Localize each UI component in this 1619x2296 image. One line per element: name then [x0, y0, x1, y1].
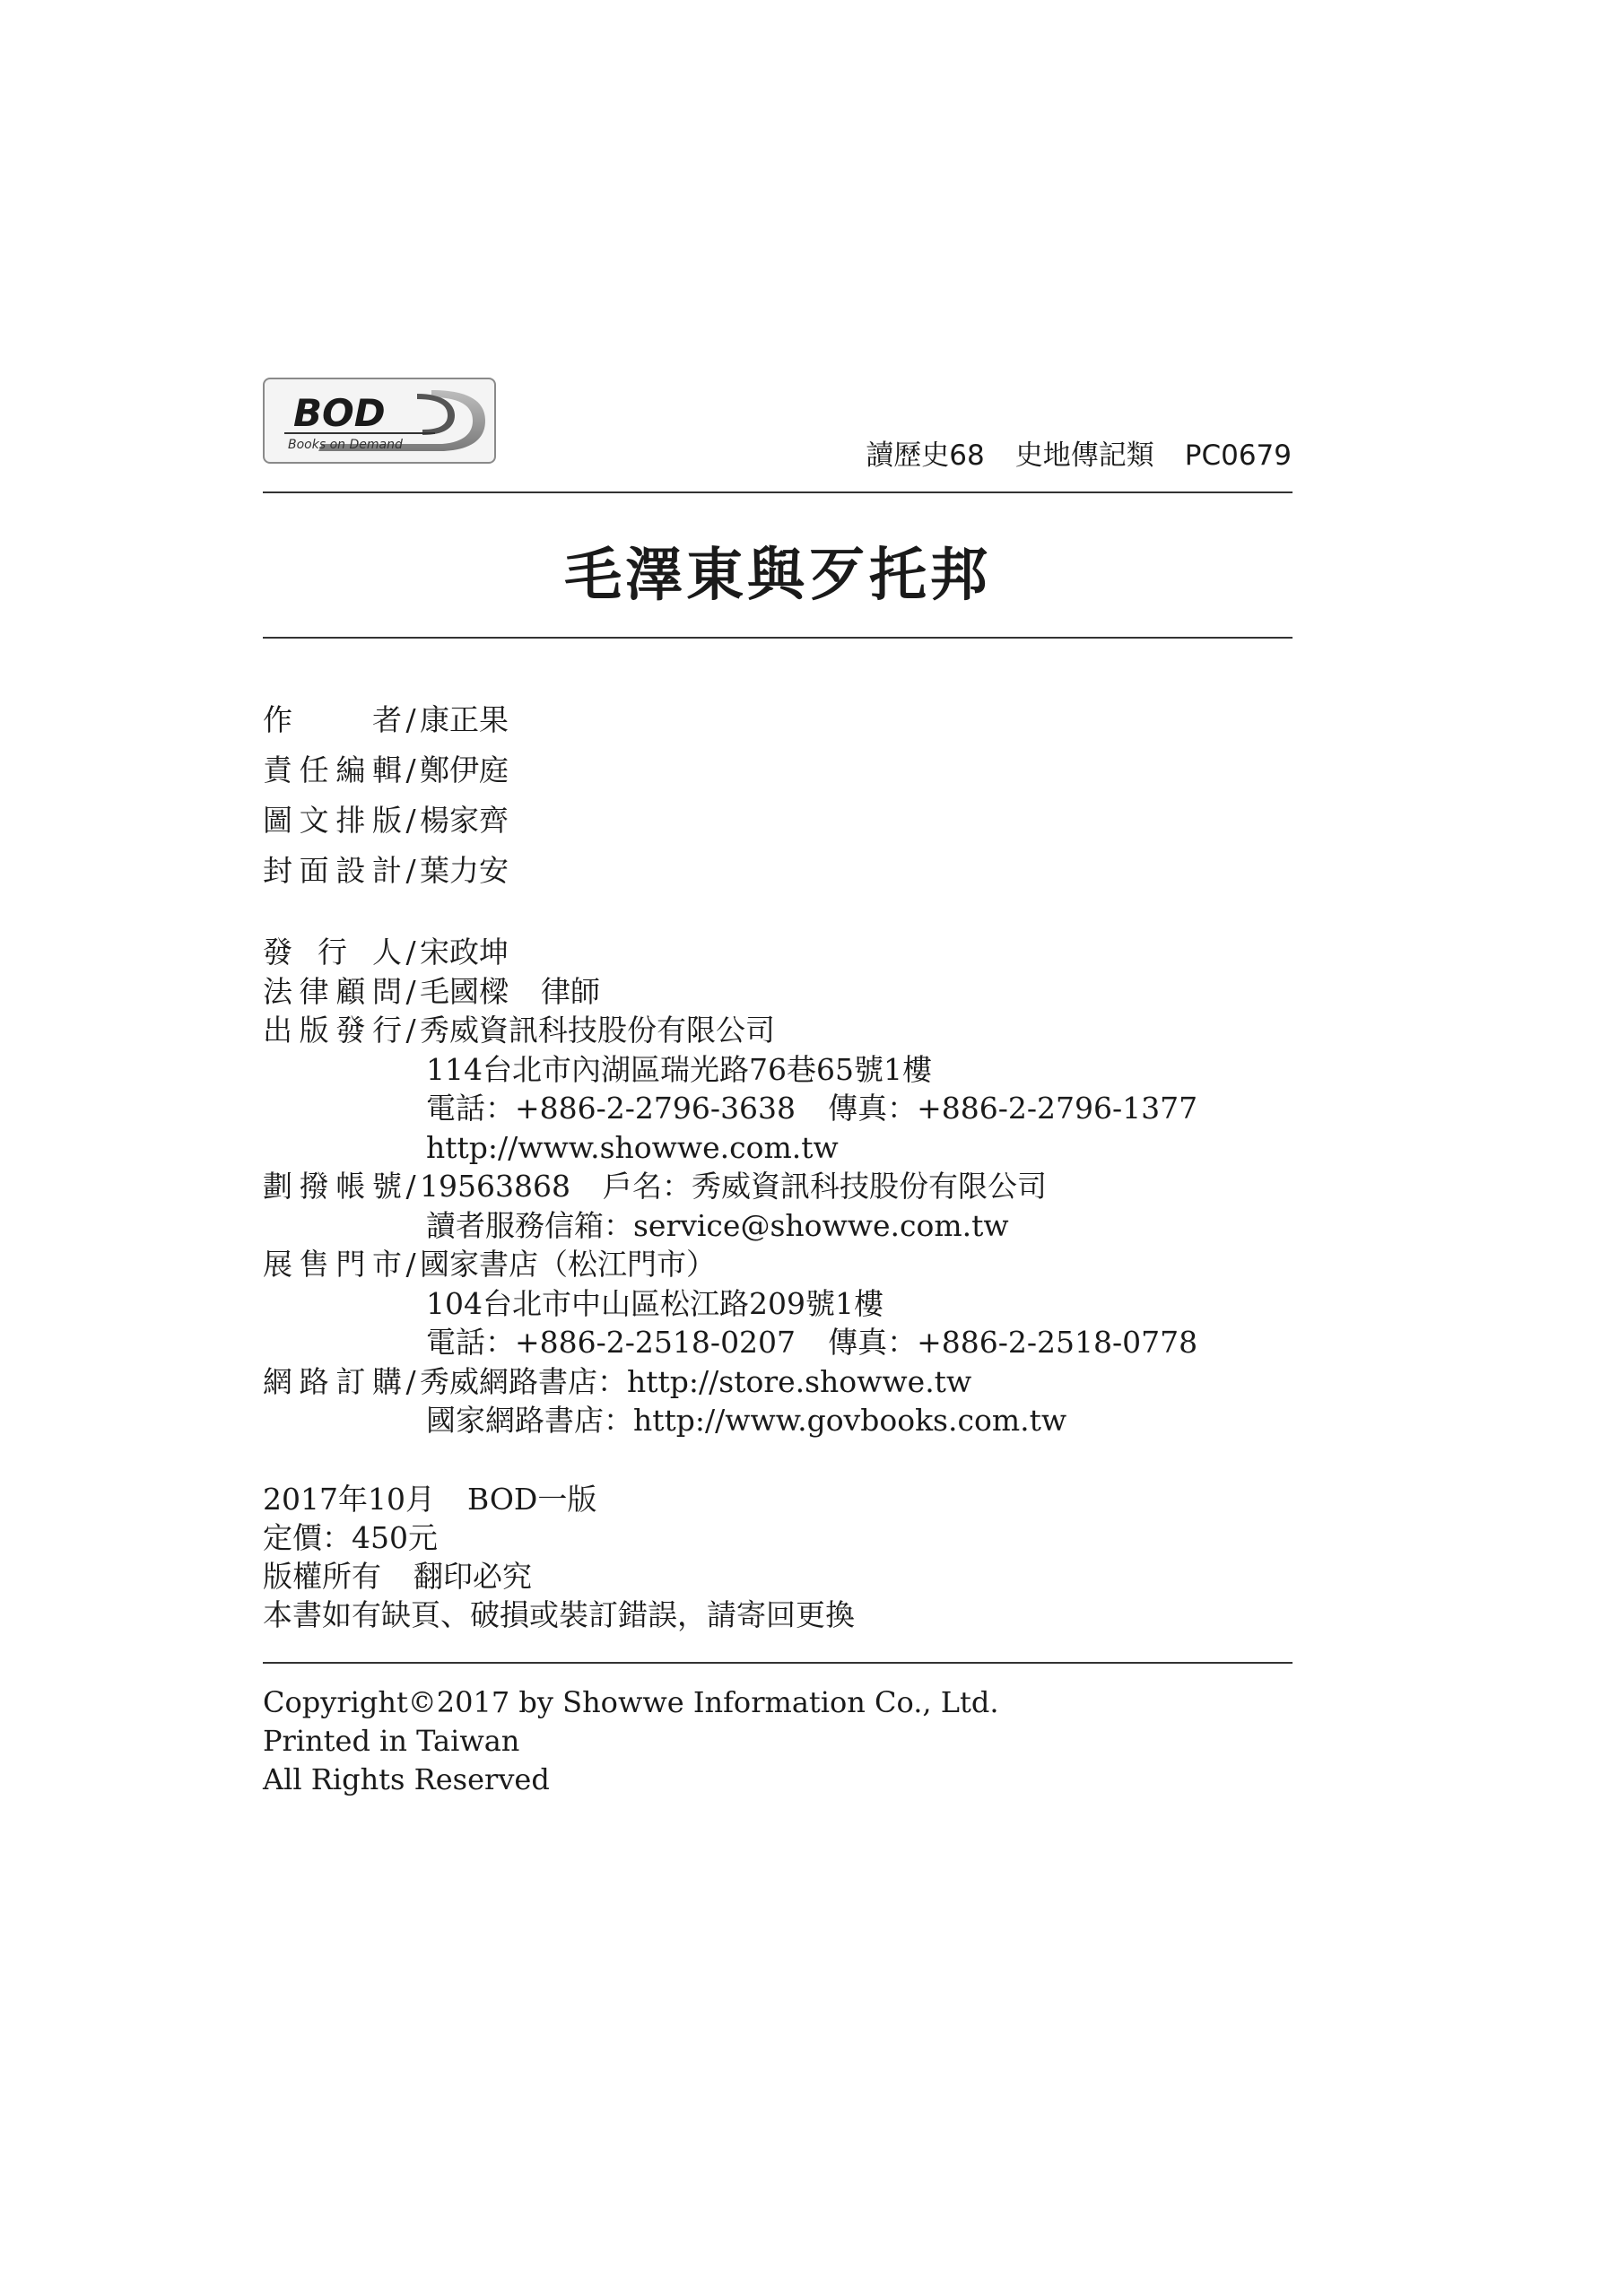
credits: [263, 695, 509, 896]
store-label: 展售門市: [263, 1247, 402, 1282]
account-number: 19563868: [420, 1169, 570, 1204]
svg-text:Books on Demand: Books on Demand: [288, 438, 403, 452]
store-address: 104台北市中山區松江路209號1樓: [426, 1285, 883, 1321]
series-category: 史地傳記類: [1014, 439, 1154, 472]
bottom-rule: [263, 1662, 1293, 1664]
account-row: 劃撥帳號 / 19563868 戶名：秀威資訊科技股份有限公司: [263, 1167, 1197, 1206]
online-store-1: 秀威網路書店：http://store.showwe.tw: [420, 1363, 972, 1399]
book-title: 毛澤東與歹托邦: [564, 542, 991, 609]
store-fax: 傳真：+886-2-2518-0778: [828, 1325, 1198, 1360]
online-store-2: 國家網路書店：http://www.govbooks.com.tw: [426, 1403, 1067, 1438]
defect-notice: 本書如有缺頁、破損或裝訂錯誤，請寄回更換: [263, 1597, 855, 1632]
bod-logo: [263, 378, 496, 464]
online-label: 網路訂購: [263, 1363, 402, 1399]
price: 定價：450元: [263, 1520, 438, 1555]
edition-date: 2017年10月: [263, 1482, 435, 1517]
issuer-row: 發行人 / 宋政坤: [263, 933, 1197, 972]
issuer-label: 發行人: [263, 935, 402, 970]
svg-text:BOD: BOD: [293, 391, 386, 435]
bod-logo-icon: [265, 379, 494, 462]
credit-cover: 封面設計 / 葉力安: [263, 846, 509, 896]
service-row: [263, 1206, 1197, 1246]
company-fax: 傳真：+886-2-2796-1377: [828, 1091, 1198, 1126]
credit-value: 康正果: [420, 702, 509, 737]
edition-row: [263, 1480, 855, 1518]
credit-value: 鄭伊庭: [420, 752, 509, 787]
copyright-info: [263, 1683, 999, 1799]
credit-author: 作者 / 康正果: [263, 695, 509, 745]
no-reprint: 翻印必究: [413, 1559, 532, 1594]
account-label: 劃撥帳號: [263, 1169, 402, 1204]
publisher-info: [263, 933, 1197, 1440]
publish-row: 出版發行 / 秀威資訊科技股份有限公司: [263, 1011, 1197, 1050]
credit-label: 圖文排版: [263, 803, 402, 838]
rights-reserved: 版權所有: [263, 1559, 381, 1594]
credit-value: 葉力安: [420, 853, 509, 888]
credit-layout: 圖文排版 / 楊家齊: [263, 796, 509, 846]
series-info: [834, 432, 1292, 473]
url-row: [263, 1128, 1197, 1168]
store-name: 國家書店（松江門市）: [420, 1247, 716, 1282]
store-phone-row: [263, 1323, 1197, 1362]
copyright-line: Copyright©2017 by Showwe Information Co., Ltd.: [263, 1685, 999, 1719]
credit-value: 楊家齊: [420, 803, 509, 838]
company-phone: 電話：+886-2-2796-3638: [426, 1091, 796, 1126]
top-rule: [263, 491, 1293, 493]
address-row: [263, 1050, 1197, 1090]
legal-value: 毛國樑: [420, 973, 509, 1009]
legal-suffix: 律師: [541, 973, 600, 1009]
publish-label: 出版發行: [263, 1013, 402, 1048]
credit-editor: 責任編輯 / 鄭伊庭: [263, 745, 509, 796]
rights-row: [263, 1557, 855, 1596]
service-email: 讀者服務信箱：service@showwe.com.tw: [426, 1207, 1009, 1243]
store-phone: 電話：+886-2-2518-0207: [426, 1325, 796, 1360]
credit-label: 責任編輯: [263, 752, 402, 787]
online-row: 網路訂購 / 秀威網路書店：http://store.showwe.tw: [263, 1362, 1197, 1402]
printed-line: Printed in Taiwan: [263, 1724, 520, 1758]
title-rule: [263, 637, 1293, 639]
credit-label: 作者: [263, 702, 402, 737]
online-row-2: [263, 1401, 1197, 1440]
account-name: 戶名：秀威資訊科技股份有限公司: [602, 1169, 1047, 1204]
credit-label: 封面設計: [263, 853, 402, 888]
rights-line: All Rights Reserved: [263, 1762, 550, 1796]
series-code: PC0679: [1184, 439, 1292, 472]
company-url: http://www.showwe.com.tw: [426, 1129, 839, 1165]
company-address: 114台北市內湖區瑞光路76巷65號1樓: [426, 1051, 932, 1087]
legal-label: 法律顧問: [263, 973, 402, 1009]
company-name: 秀威資訊科技股份有限公司: [420, 1013, 775, 1048]
store-row: 展售門市 / 國家書店（松江門市）: [263, 1245, 1197, 1284]
legal-row: 法律顧問 / 毛國樑 律師: [263, 972, 1197, 1012]
series-number: 讀歷史68: [866, 439, 985, 472]
store-address-row: [263, 1284, 1197, 1324]
edition-info: [263, 1480, 855, 1634]
issuer-value: 宋政坤: [420, 935, 509, 970]
edition-version: BOD一版: [466, 1482, 597, 1517]
phone-row: [263, 1089, 1197, 1128]
